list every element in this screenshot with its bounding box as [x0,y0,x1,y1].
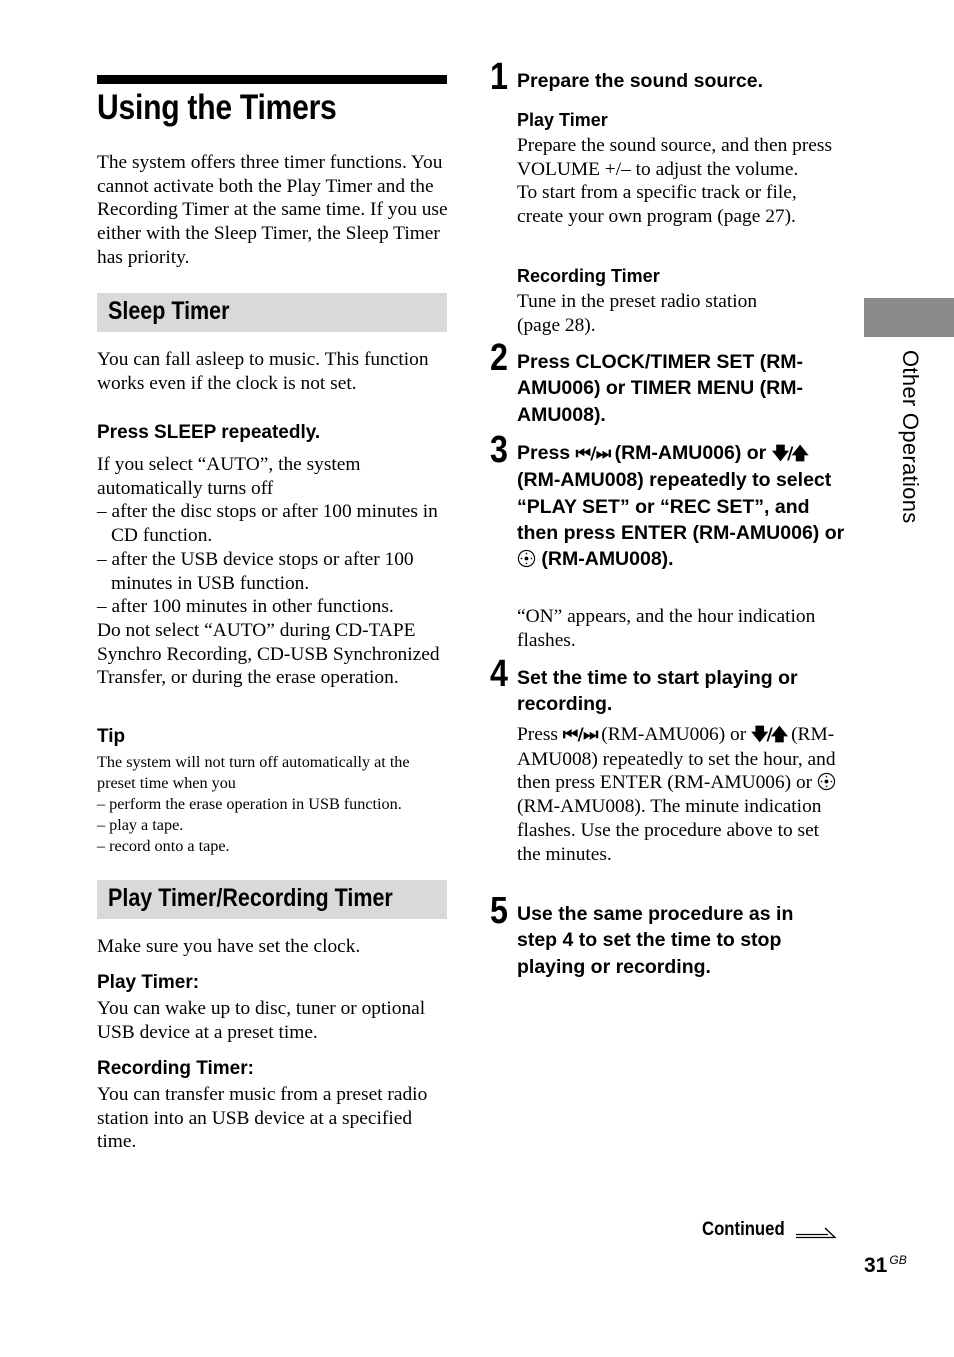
enter-circle-icon [517,549,536,568]
step-3-note: “ON” appears, and the hour indication flashes. [517,606,816,651]
play-timer-heading: Play Timer: [97,972,200,993]
step-1-text: Prepare the sound source. [517,70,763,92]
step-1-play-timer-heading: Play Timer [517,110,608,130]
page-number-value: 31 [864,1254,888,1277]
tip-block [97,752,452,857]
sleep-item: – after the disc stops or after 100 minutes in CD function. [97,501,438,547]
sleep-note: Do not select “AUTO” during CD-TAPE Synchro Recording, CD-USB Synchronized Transfer, or during the erase operation. [97,619,440,689]
sleep-item: – after the USB device stops or after 100 minutes in USB function. [97,548,414,594]
step-3-text-e: (RM-AMU008). [541,548,674,571]
sleep-timer-heading: Sleep Timer [108,297,230,325]
step-1-recording-text: Tune in the preset radio station (page 28). [517,291,758,336]
section-side-label: Other Operations [898,350,923,524]
step-3-text-a: Press [517,442,571,464]
step-4-text-b: (RM-AMU006) [601,724,726,745]
recording-timer-text: You can transfer music from a preset radio station into an USB device at a specified time. [97,1084,428,1153]
step-4-text-e: (RM-AMU008). The minute indication flashes. Use the procedure above to set the minutes. [517,796,822,865]
step-number: 5 [490,890,508,932]
step-4-body [517,723,837,866]
step-3-text [517,440,847,572]
step-4-text: Set the time to start playing or recording. [517,667,798,716]
play-recording-timer-bar [97,880,447,919]
sleep-details [97,453,452,690]
step-1-play-timer-body [517,134,837,229]
sleep-timer-bar [97,293,447,332]
tip-item: – play a tape. [97,816,184,834]
tip-heading: Tip [97,726,126,747]
step-number: 4 [490,653,508,695]
continued-arrow-icon [795,1222,837,1240]
recording-timer-heading: Recording Timer: [97,1058,254,1079]
play-timer-text: You can wake up to disc, tuner or optional USB device at a preset time. [97,998,426,1043]
continued-text: Continued [702,1219,785,1240]
arrow-down-up-icon: 🡇/🡅 [771,444,807,464]
page-title: Using the Timers [97,88,337,127]
skip-prev-next-icon: ⏮ / ⏭ [562,725,597,745]
page-number-suffix: GB [889,1253,907,1267]
tip-text: The system will not turn off automatically at the preset time when you [97,753,410,792]
step-1-play-text: Prepare the sound source, and then press VOLUME +/– to adjust the volume. [517,135,833,180]
continued-label [702,1219,785,1241]
step-number: 1 [490,56,508,98]
play-recording-timer-heading: Play Timer/Recording Timer [108,884,393,912]
title-rule [97,75,447,84]
skip-prev-next-icon: ⏮ / ⏭ [575,444,610,464]
sleep-intro: You can fall asleep to music. This function works even if the clock is not set. [97,349,429,394]
tip-item: – perform the erase operation in USB function. [97,795,402,813]
section-tab [864,298,954,337]
timer-intro: Make sure you have set the clock. [97,936,361,957]
tip-item: – record onto a tape. [97,837,230,855]
step-number: 2 [490,337,508,379]
arrow-down-up-icon: 🡇/🡅 [751,725,787,745]
sleep-step-heading: Press SLEEP repeatedly. [97,422,321,443]
intro-paragraph: The system offers three timer functions. You cannot activate both the Play Timer and the Recording Timer at the same time. If you use either with the Sleep Timer, the Sleep Timer has priority. [97,152,448,268]
step-4-text-d: (RM-AMU008) repeatedly to set the hour, and then press ENTER (RM-AMU006) or [517,724,836,794]
step-3-text-c: or [746,442,767,464]
step-4-text-c: or [730,724,747,745]
step-1-play-text-2: To start from a specific track or file, create your own program (page 27). [517,182,797,228]
step-4-text-a: Press [517,724,558,745]
sleep-text: If you select “AUTO”, the system automatically turns off [97,454,361,499]
page-number [864,1253,907,1278]
sleep-item: – after 100 minutes in other functions. [97,596,394,618]
step-number: 3 [490,429,508,471]
step-5-text: Use the same procedure as in step 4 to set the time to stop playing or recording. [517,903,794,978]
enter-circle-icon [817,772,836,791]
step-3-text-b: (RM-AMU006) [614,442,742,464]
step-1-recording-timer-heading: Recording Timer [517,266,660,286]
step-2-text: Press CLOCK/TIMER SET (RM-AMU006) or TIMER MENU (RM-AMU008). [517,351,804,426]
step-3-text-d: (RM-AMU008) repeatedly to select “PLAY SET” or “REC SET”, and then press ENTER (RM-AMU006) or [517,469,845,544]
